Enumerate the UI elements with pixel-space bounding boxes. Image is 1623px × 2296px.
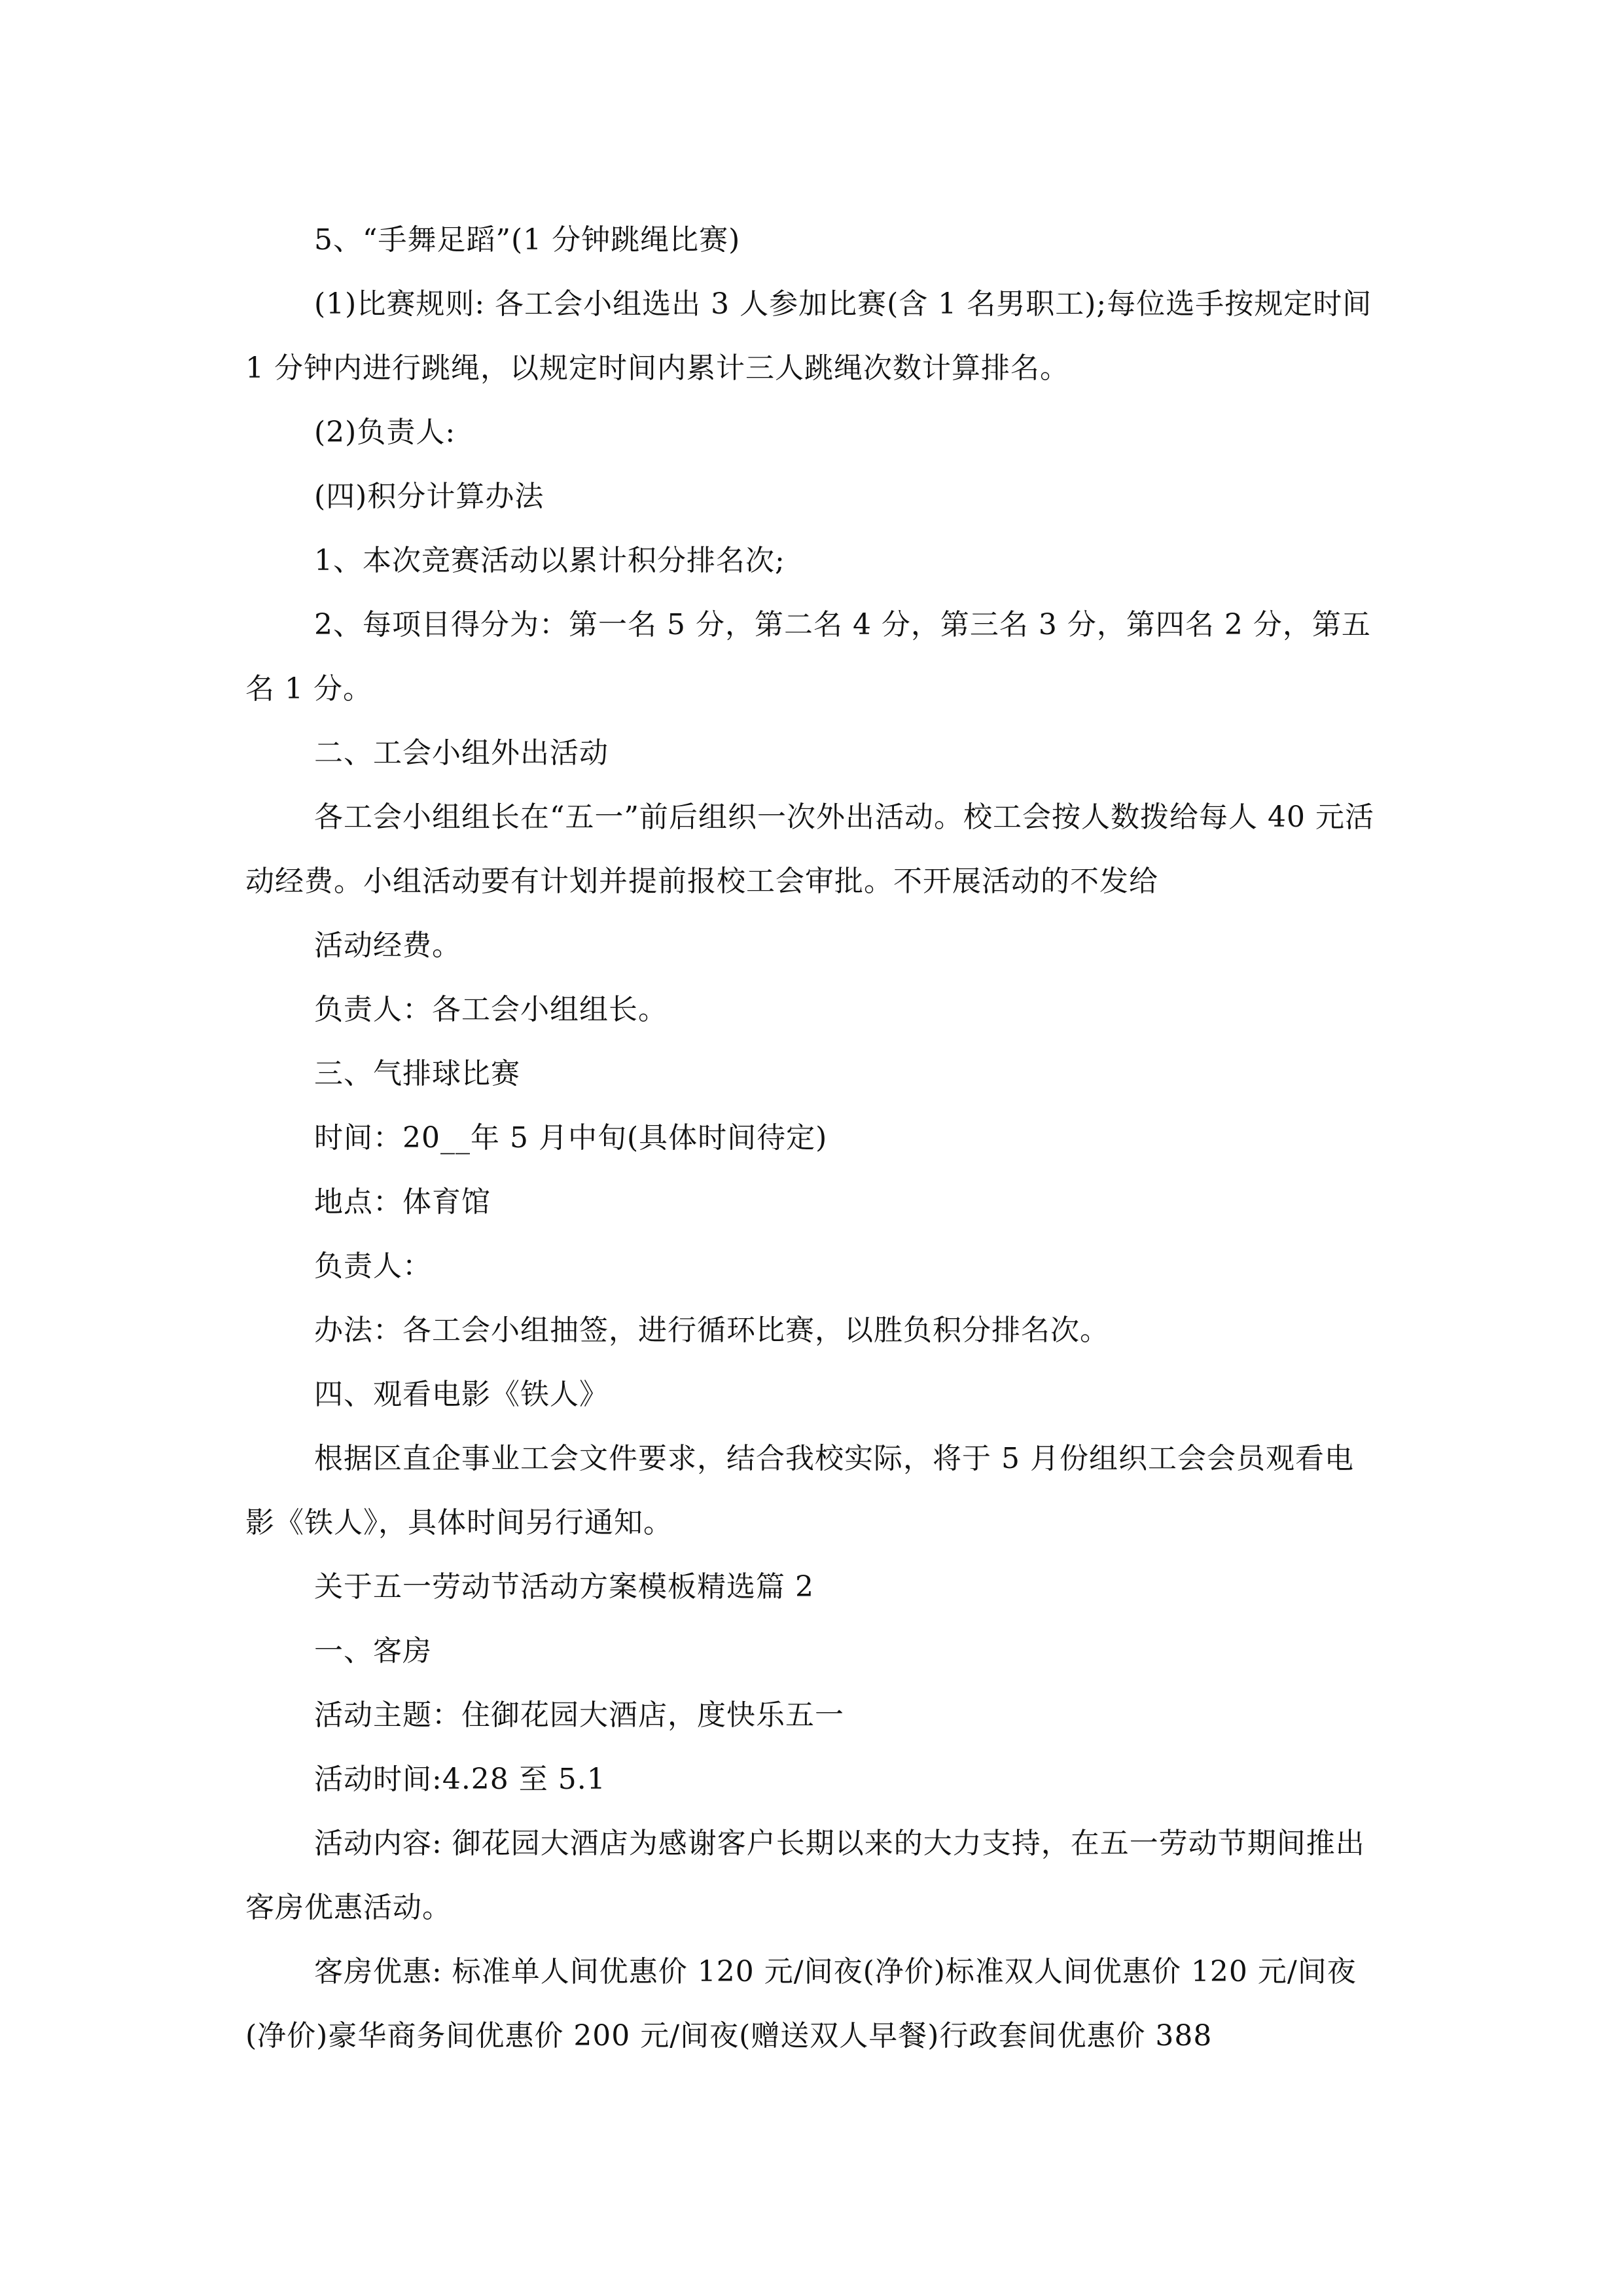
paragraph-4: (四)积分计算办法	[314, 480, 544, 513]
paragraph-16: 四、观看电影《铁人》	[314, 1378, 609, 1411]
paragraph-7: 二、工会小组外出活动	[314, 736, 609, 770]
paragraph-2: (1)比赛规则: 各工会小组选出 3 人参加比赛(含 1 名男职工);每位选手按规定时间 1 分钟内进行跳绳，以规定时间内累计三人跳绳次数计算排名。	[245, 287, 1382, 385]
paragraph-10: 负责人：各工会小组组长。	[314, 993, 668, 1026]
paragraph-22: 活动内容: 御花园大酒店为感谢客户长期以来的大力支持，在五一劳动节期间推出客房优惠活动。	[245, 1827, 1365, 1924]
paragraph-21: 活动时间:4.28 至 5.1	[314, 1763, 606, 1796]
paragraph-15: 办法：各工会小组抽签，进行循环比赛，以胜负积分排名次。	[314, 1314, 1109, 1347]
paragraph-12: 时间：20__年 5 月中旬(具体时间待定)	[314, 1121, 828, 1155]
paragraph-14: 负责人：	[314, 1249, 432, 1283]
paragraph-20: 活动主题：住御花园大酒店，度快乐五一	[314, 1698, 844, 1732]
paragraph-3: (2)负责人:	[314, 416, 456, 449]
paragraph-8: 各工会小组组长在“五一”前后组织一次外出活动。校工会按人数拨给每人 40 元活动经费。小组活动要有计划并提前报校工会审批。不开展活动的不发给	[245, 800, 1374, 898]
paragraph-5: 1、本次竞赛活动以累计积分排名次;	[314, 544, 785, 577]
document-body	[245, 208, 1382, 2068]
paragraph-18: 关于五一劳动节活动方案模板精选篇 2	[314, 1570, 814, 1604]
paragraph-6: 2、每项目得分为：第一名 5 分，第二名 4 分，第三名 3 分，第四名 2 分，第五名 1 分。	[245, 608, 1371, 706]
paragraph-1: 5、“手舞足蹈”(1 分钟跳绳比赛)	[314, 223, 741, 257]
paragraph-11: 三、气排球比赛	[314, 1057, 520, 1090]
paragraph-19: 一、客房	[314, 1634, 432, 1668]
paragraph-9: 活动经费。	[314, 929, 461, 962]
paragraph-17: 根据区直企事业工会文件要求，结合我校实际，将于 5 月份组织工会会员观看电影《铁人》，具体时间另行通知。	[245, 1442, 1354, 1539]
paragraph-13: 地点：体育馆	[314, 1185, 491, 1219]
paragraph-23: 客房优惠: 标准单人间优惠价 120 元/间夜(净价)标准双人间优惠价 120 元/间夜(净价)豪华商务间优惠价 200 元/间夜(赠送双人早餐)行政套间优惠价 388	[245, 1955, 1357, 2053]
